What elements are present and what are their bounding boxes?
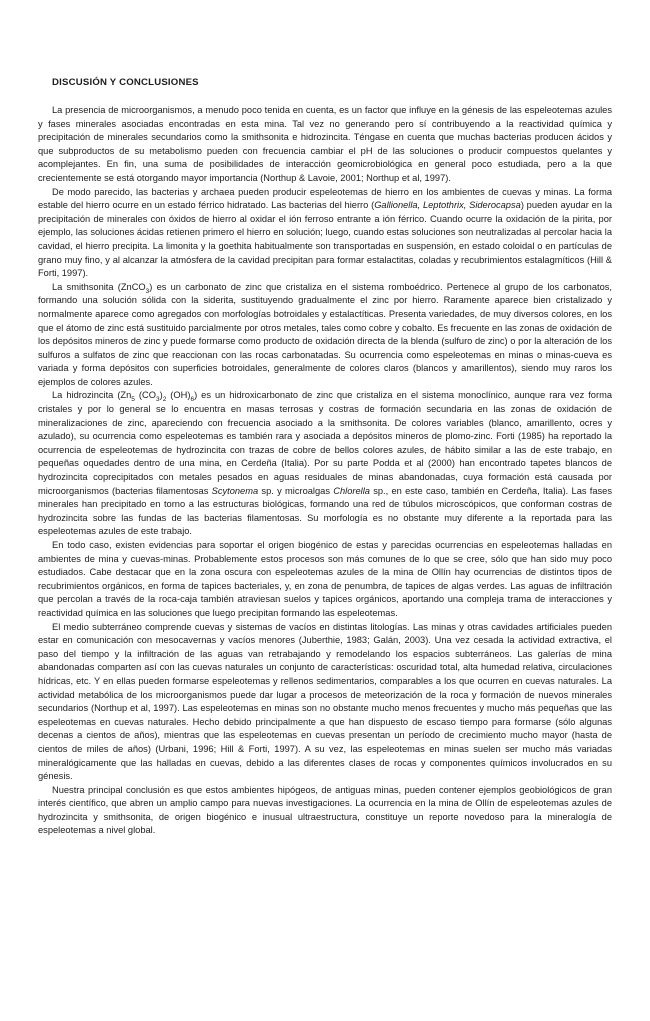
italic-text-run: Scytonema (211, 485, 259, 496)
text-run: La hidrozincita (Zn (52, 390, 132, 401)
subscript-run: 5 (131, 396, 135, 404)
text-run: La presencia de microorganismos, a menudo poco tenida en cuenta, es un factor que influye en la génesis de las espeleotemas azules y fases minerales asociadas encontradas en esta mina. Tal vez no generando pero sí contribuyendo a la reactividad química y precipitación de minerales secundarios como la smithsonita e hidrozincita. Téngase en cuenta que muchas bacterias producen ácidos y que subproductos de su metabolismo pueden con frecuencia cambiar el pH de las soluciones o producir compuestos quelantes y acomplejantes. En fin, una suma de posibilidades de interacción geomicrobiológica en general poco estudiada, pero a la que crecientemente se está otorgando mayor importancia (Northup & Lavoie, 2001; Northup et al, 1997). (38, 105, 612, 183)
paragraph (38, 281, 612, 390)
paragraph (38, 389, 612, 539)
text-run: ) es un hidroxicarbonato de zinc que cristaliza en el sistema monoclínico, aunque rara vez forma cristales y por lo general se lo encuentra en masas terrosas y costras de formación secundaria en las zonas de oxidación de mineralizaciones de zinc, apareciendo con frecuencia asociado a la smithsonita. De colores variables (blanco, amarillento, ocres y azulado), su ocurrencia como espeleotemas es también rara y asociada a depósitos mineros de plomo-zinc. Forti (1985) ha reportado la ocurrencia de espeleotemas de hydrozincita con trazas de cobre de bellos colores azules, de hábito similar a las de este trabajo, en pequeñas oquedades dentro de una mina, en Cerdeña (Italia). Por su parte Podda et al (2000) han encontrado tapetes blancos de hydrozincita coprecipitados con metales pesados en aguas residuales de minas abandonadas, cuya formación está causada por microorganismos (bacterias filamentosas (38, 390, 612, 496)
paragraph (38, 539, 612, 621)
subscript-run: 3 (145, 287, 150, 295)
text-run: ) es un carbonato de zinc que cristaliza en el sistema romboédrico. Pertenece al grupo de los carbonatos, formando una solución sólida con la siderita, sustituyendo gradualmente el zinc por hierro. Raramente aparece bien cristalizado y normalmente aparece como agregados con morfologías botroidales y estalactíticas. Presenta variedades, de muy diversos colores, en los que el átomo de zinc está sustituido parcialmente por otros metales, tales como cobre y cobalto. Es frecuente en las zonas de oxidación de los depósitos mineros de zinc y puede formarse como producto de oxidación directa de la blenda (sulfuro de zinc) o por la alteración de los sulfuros a sulfatos de zinc que reaccionan con las rocas carbonatadas. Su ocurrencia como espeleotemas en minas o minas-cueva es variada y forma depósitos con superficies botroidales, generalmente de colores claros (blancos y amarillentos), siendo muy raros los ejemplos de colores azules. (38, 281, 612, 387)
subscript-run: 2 (162, 396, 167, 404)
section-heading: DISCUSIÓN Y CONCLUSIONES (52, 77, 199, 88)
text-run: En todo caso, existen evidencias para soportar el origen biogénico de estas y parecidas ocurrencias en espeleotemas halladas en ambientes de mina y cuevas-minas. Probablemente estos procesos son más comunes de lo que se cree, sólo que han sido muy poco estudiados. Cabe destacar que en la zona oscura con espeleotemas azules de la mina de Ollín hay ocurrencias de distintos tipos de recubrimientos orgánicos, en forma de tapices bacteriales, y, en zona de penumbra, de tapices de algas verdes. Las aguas de infiltración que percolan a través de la roca-caja también atraviesan suelos y tapices orgánicos, aportando una compleja trama de interacciones y reactividad química en las soluciones que luego precipitan formando las espeleotemas. (38, 540, 612, 618)
paragraph (38, 621, 612, 784)
text-run: ) pueden ayudar en la precipitación de minerales con óxidos de hierro al oxidar el ión ferroso entrante a ión férrico. Cuando ocurre la oxidación de la pirita, por ejemplo, las soluciones ácidas retienen primero el hierro en solución; luego, cuando estas soluciones son neutralizadas al percolar hacia la cavidad, el hierro precipita. La limonita y la goethita habitualmente son transportadas en suspensión, en estado coloidal o en partículas de grano muy fino, y al alcanzar la atmósfera de la cavidad precipitan para formar estalactitas, coladas y recubrimientos estalagmíticos (Hill & Forti, 1997). (38, 200, 612, 279)
paragraphs-container (38, 104, 612, 838)
text-run: Nuestra principal conclusión es que estos ambientes hipógeos, de antiguas minas, pueden contener ejemplos geobiológicos de gran interés científico, que abren un amplio campo para nuevas investigaciones. La ocurrencia en la mina de Ollín de espeleotemas azules de hydrozincita y smithsonita, de origen biogénico e inusual ultraestructura, constituye un reporte novedoso para la mineralogía de espeleotemas a nivel global. (38, 784, 612, 836)
subscript-run: 6 (190, 396, 195, 404)
paragraph (38, 104, 612, 186)
italic-text-run: Gallionella, Leptothrix, Siderocapsa (374, 200, 521, 211)
text-run: (OH) (166, 390, 191, 401)
text-run: ) (159, 390, 163, 401)
paragraph (38, 186, 612, 281)
text-run: El medio subterráneo comprende cuevas y sistemas de vacíos en distintas litologías. Las minas y otras cavidades artificiales pueden estar en comunicación con mesocavernas y vacíos menores (Juberthie, 1983; Galán, 2003). Una vez cesada la actividad extractiva, el paso del tiempo y la infiltración de las aguas van retrabajando y remodelando los espacios subterráneos. Las galerías de mina abandonadas comparten así con las cuevas naturales un conjunto de características: oscuridad total, alta humedad relativa, circulaciones hídricas, etc. Y en ellas pueden formarse espeleotemas y rellenos sedimentarios, comparables a los que ocurren en cuevas naturales. La actividad metabólica de los microorganismos puede dar lugar a procesos de meteorización de la roca y formación de nuevos minerales secundarios (Northup et al, 1997). Las espeleotemas en minas son no obstante mucho menos frecuentes y mucho más pequeñas que las espeleotemas en cuevas naturales. Hecho debido principalmente a que han dispuesto de escaso tiempo para formarse (sólo algunas decenas a cientos de años), mientras que las espeleotemas en cuevas presentan un período de crecimiento mucho mayor (hasta de cientos de miles de años) (Urbani, 1996; Hill & Forti, 1997). A su vez, las espeleotemas en minas suelen ser mucho más variadas mineralógicamente que las halladas en cuevas, debido a las diferentes clases de rocas y componentes químicos involucrados en su génesis. (38, 621, 612, 782)
text-run: (CO (134, 390, 156, 401)
text-run: La smithsonita (ZnCO (52, 281, 146, 292)
italic-text-run: Chlorella (333, 485, 370, 496)
text-run: De modo parecido, las bacterias y archaea pueden producir espeleotemas de hierro en los ambientes de cuevas y minas. La forma estable del hierro ocurre en un estado férrico hidratado. Las bacterias del hierro ( (38, 186, 612, 211)
paragraph (38, 784, 612, 838)
subscript-run: 3 (155, 396, 160, 404)
text-run: sp. y microalgas (258, 485, 334, 496)
text-run: sp., en este caso, también en Cerdeña, Italia). Las fases minerales han precipitado en torno a las estructuras biológicas, formando una red de túbulos microscópicos, que conforman costras de hydrozincita sobre las fundas de las bacterias filamentosas. Su morfología es no obstante muy diferente a la reportada para las espeleotemas azules de este trabajo. (38, 485, 613, 537)
